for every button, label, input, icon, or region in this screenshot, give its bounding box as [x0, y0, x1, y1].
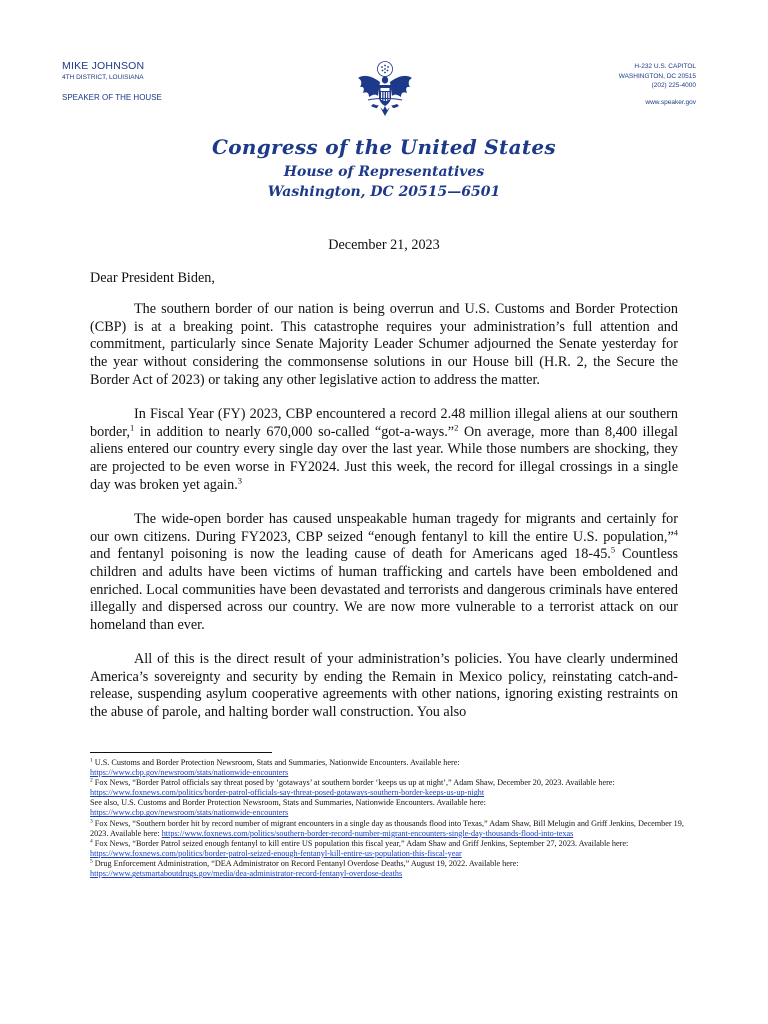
footnote-link[interactable]: https://www.cbp.gov/newsroom/stats/nationwide-encounters	[90, 768, 289, 778]
congress-heading	[0, 134, 768, 202]
footnote-text: Fox News, “Southern border hit by record number of migrant encounters in a single day as thousands flood into Texas,” Adam Shaw, Bill Melugin and Griff Jenkins, December 19, 2023. Available here:	[90, 818, 684, 838]
footnote-number: 2	[90, 777, 93, 784]
paragraph-3-text-a: The wide-open border has caused unspeakable human tragedy for migrants and certainly for our own citizens. During FY2023, CBP seized “enough fentanyl to kill the entire U.S. population,”	[90, 511, 678, 545]
office-website: www.speaker.gov	[645, 98, 696, 106]
footnote-link[interactable]: https://www.getsmartaboutdrugs.gov/media/dea-administrator-record-fentanyl-overdose-deaths	[90, 869, 403, 879]
footnotes	[90, 758, 690, 879]
footnote-link-secondary[interactable]: https://www.cbp.gov/newsroom/stats/nationwide-encounters	[90, 808, 289, 818]
member-district: 4TH DISTRICT, LOUISIANA	[62, 74, 144, 81]
footnote-link[interactable]: https://www.foxnews.com/politics/border-patrol-officials-say-threat-posed-gotaways-southern-border-keeps-us-up-night	[90, 788, 485, 798]
paragraph-4: All of this is the direct result of your administration’s policies. You have clearly undermined America’s sovereignty and security by ending the Remain in Mexico policy, reinstating catch-and-release, suspending asylum cooperative agreements with other nations, ignoring existing restraints on the abuse of parole, and halting border wall construction. You also	[90, 651, 678, 721]
footnote-text: Fox News, “Border Patrol officials say threat posed by ‘gotaways’ at southern border ‘keeps us up at night’,” Adam Shaw, December 20, 2023. Available here:	[92, 778, 615, 788]
office-phone: (202) 225-4000	[651, 82, 696, 89]
letter-body	[90, 237, 678, 739]
footnote-number: 1	[90, 757, 93, 764]
footnote-ref-4[interactable]: 4	[673, 526, 678, 537]
paragraph-1: The southern border of our nation is being overrun and U.S. Customs and Border Protection (CBP) is at a breaking point. This catastrophe requires your administration’s full attention and commitment, particularly since Senate Majority Leader Schumer adjourned the Senate yesterday for the year without considering the commonsense solutions in our House bill (H.R. 2, the Secure the Border Act of 2023) or taking any other legislative action to address the matter.	[90, 301, 678, 388]
footnote-divider	[90, 752, 272, 753]
footnote-text: Fox News, “Border Patrol seized enough fentanyl to kill entire US population this fiscal year,” Adam Shaw and Griff Jenkins, September 27, 2023. Available here:	[92, 838, 629, 848]
footnote-ref-3[interactable]: 3	[237, 474, 242, 485]
letterhead-left	[62, 60, 232, 104]
member-name: MIKE JOHNSON	[62, 60, 145, 72]
footnote-text: U.S. Customs and Border Protection Newsroom, Stats and Summaries, Nationwide Encounters. Available here:	[92, 758, 460, 767]
footnote-1	[90, 758, 690, 778]
letterhead-right	[546, 62, 696, 107]
footnote-ref-5[interactable]: 5	[610, 544, 616, 555]
salutation: Dear President Biden,	[90, 269, 215, 286]
heading-house: House of Representatives	[283, 164, 485, 180]
footnote-link[interactable]: https://www.foxnews.com/politics/southern-border-record-number-migrant-encounters-single-day-thousands-flood-into-texas	[161, 828, 574, 838]
footnote-5	[90, 859, 690, 879]
office-city: WASHINGTON, DC 20515	[618, 72, 696, 80]
footnote-link[interactable]: https://www.foxnews.com/politics/border-patrol-seized-enough-fentanyl-kill-entire-us-population-this-fiscal-year	[90, 848, 462, 858]
footnote-number: 4	[90, 838, 93, 845]
paragraph-2-text-a: In Fiscal Year (FY) 2023, CBP encountered a record 2.48 million illegal aliens at our southern border,	[90, 406, 678, 440]
footnote-4	[90, 839, 690, 859]
footnote-3	[90, 819, 690, 839]
paragraph-3-text-c: Countless children and adults have been victims of human trafficking and cartels have been emboldened and enriched. Local communities have been devastated and terrorists and dangerous criminals have entered illegally and dispersed across our country. We are now more vulnerable to a terrorist attack on our homeland than ever.	[90, 546, 679, 633]
footnote-number: 3	[90, 817, 93, 824]
paragraph-3-text-b: and fentanyl poisoning is now the leading cause of death for Americans aged 18-45.	[90, 546, 611, 563]
heading-congress: Congress of the United States	[212, 135, 556, 159]
eagle-seal-icon	[356, 60, 414, 122]
paragraph-3	[90, 511, 678, 634]
footnote-ref-2[interactable]: 2	[454, 422, 459, 433]
footnote-ref-1[interactable]: 1	[130, 422, 135, 433]
office-address: H-232 U.S. CAPITOL	[634, 63, 696, 70]
member-title: SPEAKER OF THE HOUSE	[62, 93, 162, 102]
footnote-text: Drug Enforcement Administration, “DEA Administrator on Record Fentanyl Overdose Deaths,” August 19, 2022. Available here:	[92, 858, 519, 868]
letter-date: December 21, 2023	[328, 237, 440, 253]
footnote-2	[90, 778, 690, 818]
paragraph-2	[90, 406, 678, 494]
paragraph-2-text-c: On average, more than 8,400 illegal aliens entered our country every single day over the last year. While those numbers are shocking, they are projected to be even worse in FY2024. Just this week, the record for illegal crossings in a single day was broken yet again.	[90, 423, 678, 493]
paragraph-2-text-b: in addition to nearly 670,000 so-called “got-a-ways.”	[134, 423, 455, 440]
footnote-number: 5	[90, 858, 93, 865]
heading-address: Washington, DC 20515—6501	[267, 184, 501, 200]
footnote-text-secondary: See also, U.S. Customs and Border Protection Newsroom, Stats and Summaries, Nationwide Encounters. Available here:	[90, 798, 486, 808]
